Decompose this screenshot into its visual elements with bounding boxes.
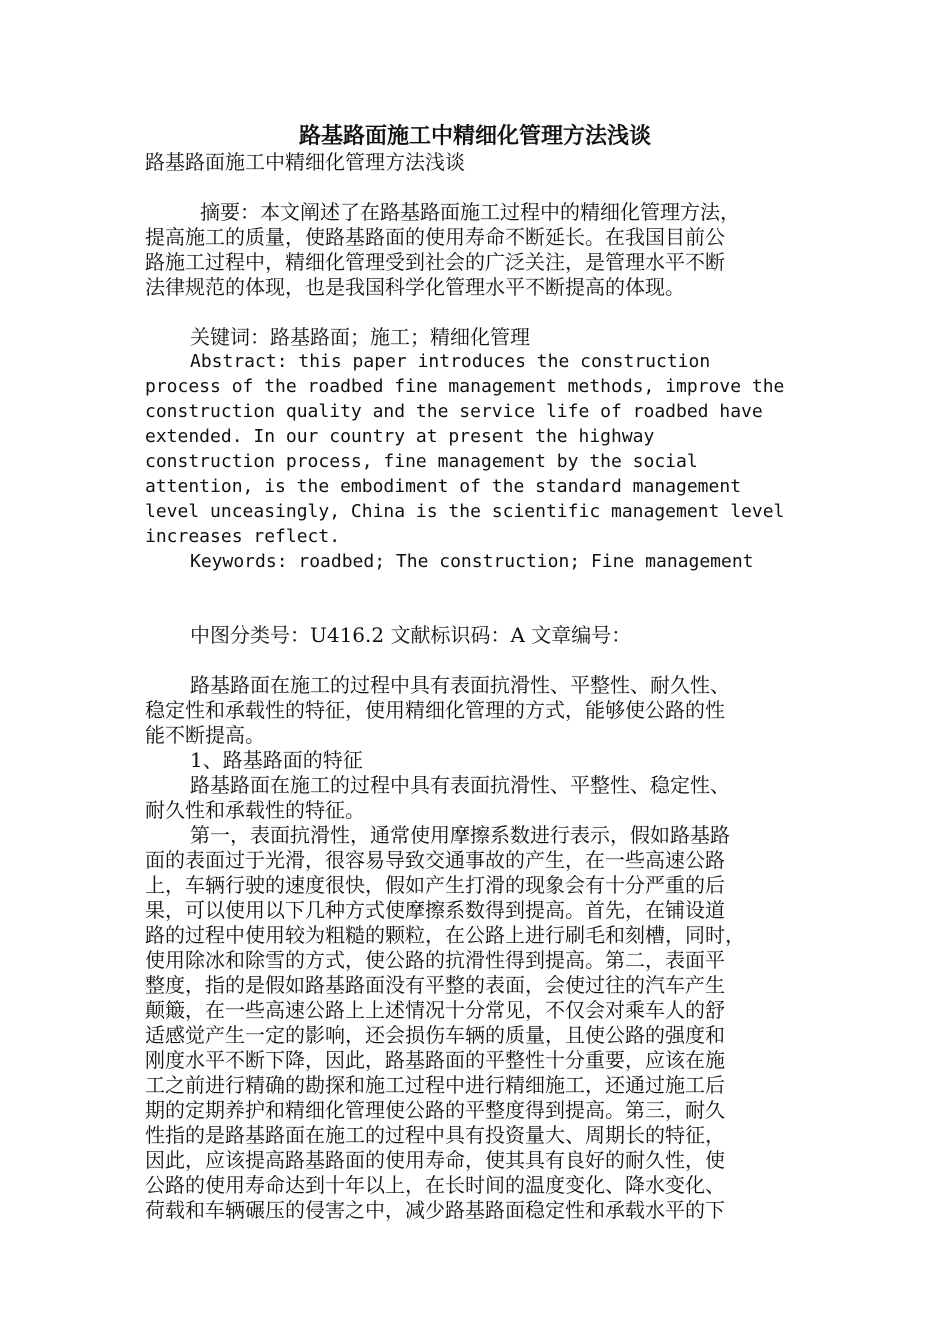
section1-para2-line: 果，可以使用以下几种方式使摩擦系数得到提高。首先，在铺设道 [145, 898, 725, 922]
section1-para2-line: 刚度水平不断下降，因此，路基路面的平整性十分重要，应该在施 [145, 1048, 725, 1072]
intro-line: 路基路面在施工的过程中具有表面抗滑性、平整性、耐久性、 [190, 673, 730, 697]
keywords-en: Keywords: roadbed; The construction; Fine management [190, 551, 754, 572]
abstract-cn-line: 摘要：本文阐述了在路基路面施工过程中的精细化管理方法， [200, 200, 740, 224]
section1-para2-line: 整度，指的是假如路基路面没有平整的表面，会使过往的汽车产生 [145, 973, 725, 997]
section1-heading: 1、路基路面的特征 [190, 748, 363, 772]
abstract-en-line: process of the roadbed fine management methods, improve the [145, 376, 785, 397]
abstract-en-line: construction quality and the service life of roadbed have [145, 401, 763, 422]
abstract-en-line: extended. In our country at present the highway [145, 426, 655, 447]
abstract-cn-line: 路施工过程中，精细化管理受到社会的广泛关注，是管理水平不断 [145, 250, 725, 274]
abstract-en-line: construction process, fine management by the social [145, 451, 698, 472]
keywords-cn: 关键词：路基路面；施工；精细化管理 [190, 325, 530, 349]
intro-line: 能不断提高。 [145, 723, 265, 747]
classification-line: 中图分类号：U416.2 文献标识码：A 文章编号： [190, 623, 632, 647]
section1-para2-line: 期的定期养护和精细化管理使公路的平整度得到提高。第三，耐久 [145, 1098, 725, 1122]
document-subtitle: 路基路面施工中精细化管理方法浅谈 [145, 150, 465, 174]
section1-para2-line: 颠簸，在一些高速公路上上述情况十分常见，不仅会对乘车人的舒 [145, 998, 725, 1022]
intro-line: 稳定性和承载性的特征，使用精细化管理的方式，能够使公路的性 [145, 698, 725, 722]
section1-para2-line: 使用除冰和除雪的方式，使公路的抗滑性得到提高。第二，表面平 [145, 948, 725, 972]
section1-para2-line: 路的过程中使用较为粗糙的颗粒，在公路上进行刷毛和刻槽，同时， [145, 923, 745, 947]
section1-para2-line: 工之前进行精确的勘探和施工过程中进行精细施工，还通过施工后 [145, 1073, 725, 1097]
section1-para2-line: 性指的是路基路面在施工的过程中具有投资量大、周期长的特征， [145, 1123, 725, 1147]
section1-para2-line: 面的表面过于光滑，很容易导致交通事故的产生，在一些高速公路 [145, 848, 725, 872]
section1-para2-line: 上，车辆行驶的速度很快，假如产生打滑的现象会有十分严重的后 [145, 873, 725, 897]
abstract-en-line: increases reflect. [145, 526, 341, 547]
section1-para2-line: 适感觉产生一定的影响，还会损伤车辆的质量，且使公路的强度和 [145, 1023, 725, 1047]
abstract-en-line: level unceasingly, China is the scientific management level [145, 501, 785, 522]
section1-para2-line: 第一，表面抗滑性，通常使用摩擦系数进行表示，假如路基路 [190, 823, 730, 847]
section1-para2-line: 因此，应该提高路基路面的使用寿命，使其具有良好的耐久性，使 [145, 1148, 725, 1172]
abstract-en-line: attention, is the embodiment of the standard management [145, 476, 742, 497]
document-title: 路基路面施工中精细化管理方法浅谈 [298, 123, 651, 149]
section1-para2-line: 公路的使用寿命达到十年以上，在长时间的温度变化、降水变化、 [145, 1173, 725, 1197]
abstract-cn-line: 法律规范的体现，也是我国科学化管理水平不断提高的体现。 [145, 275, 685, 299]
section1-para1-line: 路基路面在施工的过程中具有表面抗滑性、平整性、稳定性、 [190, 773, 730, 797]
section1-para1-line: 耐久性和承载性的特征。 [145, 798, 365, 822]
section1-para2-line: 荷载和车辆碾压的侵害之中，减少路基路面稳定性和承载水平的下 [145, 1198, 725, 1222]
abstract-cn-line: 提高施工的质量，使路基路面的使用寿命不断延长。在我国目前公 [145, 225, 725, 249]
abstract-en-line: Abstract: this paper introduces the construction [190, 351, 711, 372]
